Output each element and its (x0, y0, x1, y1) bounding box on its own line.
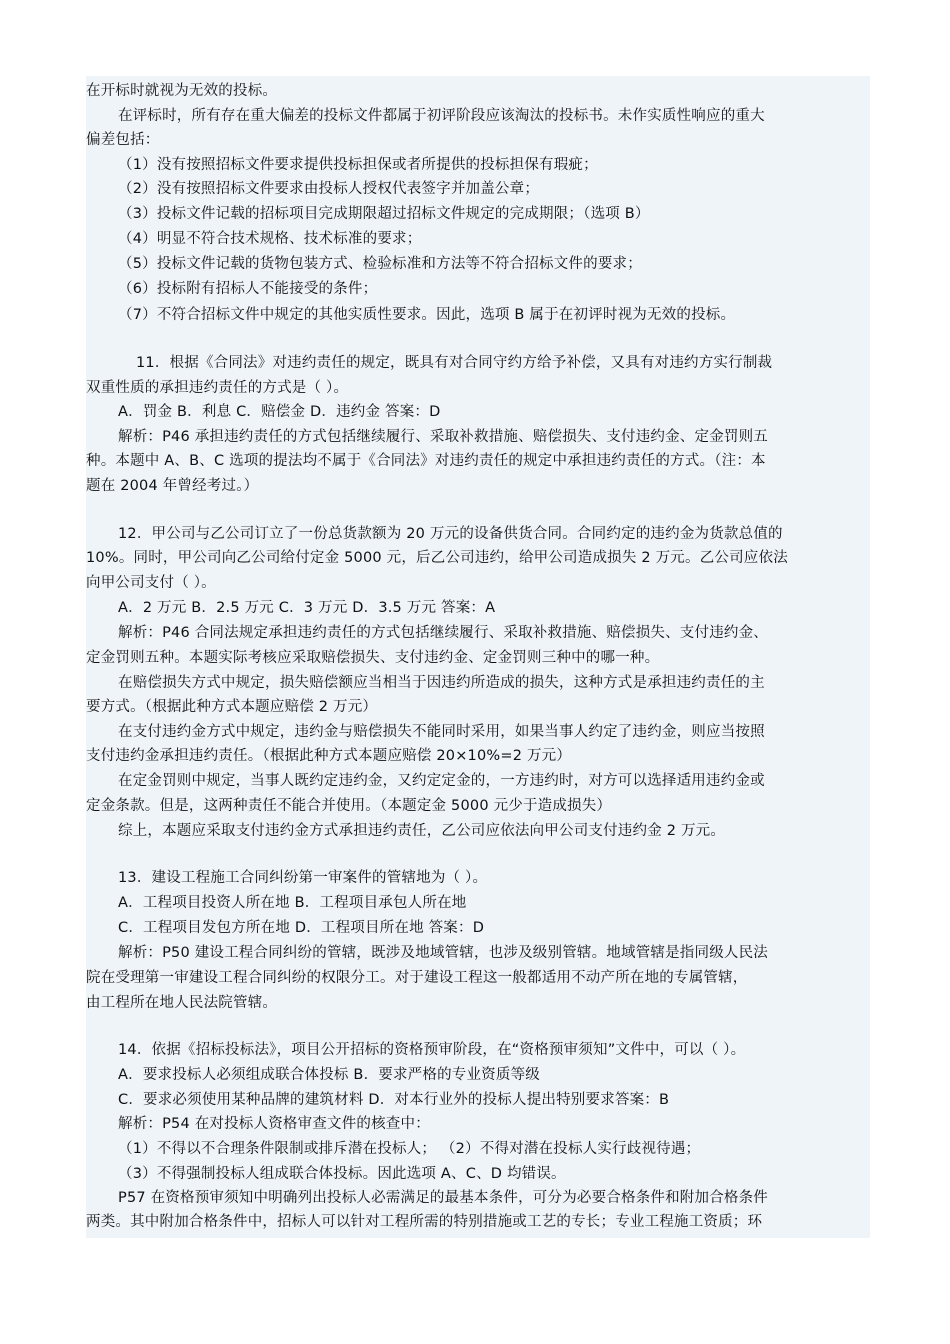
text-line: （3）投标文件记载的招标项目完成期限超过招标文件规定的完成期限；（选项 B） (118, 206, 650, 222)
text-line: （1）没有按照招标文件要求提供投标担保或者所提供的投标担保有瑕疵； (118, 157, 598, 173)
text-line: 院在受理第一审建设工程合同纠纷的权限分工。对于建设工程这一般都适用不动产所在地的专属管辖， (86, 970, 748, 986)
text-line: 向甲公司支付（ ）。 (86, 575, 216, 591)
text-line: 种。本题中 A、B、C 选项的提法均不属于《合同法》对违约责任的规定中承担违约责任的方式。（注：本 (86, 453, 766, 469)
answer-options: A．要求投标人必须组成联合体投标 B．要求严格的专业资质等级 (118, 1067, 540, 1083)
document-page (86, 76, 870, 1238)
answer-options: A．罚金 B．利息 C．赔偿金 D．违约金 答案：D (118, 404, 441, 420)
answer-options: C．工程项目发包方所在地 D．工程项目所在地 答案：D (118, 920, 485, 936)
text-line: 在开标时就视为无效的投标。 (86, 83, 278, 99)
text-line: （4）明显不符合技术规格、技术标准的要求； (118, 231, 422, 247)
answer-options: C．要求必须使用某种品牌的建筑材料 D．对本行业外的投标人提出特别要求答案：B (118, 1092, 670, 1108)
answer-options: A．工程项目投资人所在地 B．工程项目承包人所在地 (118, 895, 467, 911)
text-line: 综上，本题应采取支付违约金方式承担违约责任，乙公司应依法向甲公司支付违约金 2 万元。 (118, 823, 726, 839)
text-line: 由工程所在地人民法院管辖。 (86, 995, 278, 1011)
text-line: 定金罚则五种。本题实际考核应采取赔偿损失、支付违约金、定金罚则三种中的哪一种。 (86, 650, 660, 666)
question-14: 14．依据《招标投标法》，项目公开招标的资格预审阶段，在“资格预审须知”文件中，可以（ ）。 (118, 1042, 746, 1058)
text-line: 要方式。（根据此种方式本题应赔偿 2 万元） (86, 699, 378, 715)
text-line: （7）不符合招标文件中规定的其他实质性要求。因此，选项 B 属于在初评时视为无效的投标。 (118, 307, 736, 323)
text-line: 在评标时，所有存在重大偏差的投标文件都属于初评阶段应该淘汰的投标书。未作实质性响应的重大 (118, 108, 765, 124)
text-line: 解析：P54 在对投标人资格审查文件的核查中： (118, 1116, 430, 1132)
text-line: （6）投标附有招标人不能接受的条件； (118, 281, 378, 297)
answer-options: A．2 万元 B．2.5 万元 C．3 万元 D．3.5 万元 答案：A (118, 600, 496, 616)
text-line: 两类。其中附加合格条件中，招标人可以针对工程所需的特别措施或工艺的专长；专业工程施工资质；环 (86, 1214, 763, 1230)
text-line: （2）没有按照招标文件要求由投标人授权代表签字并加盖公章； (118, 181, 540, 197)
text-line: 题在 2004 年曾经考过。） (86, 478, 259, 494)
text-line: 在定金罚则中规定，当事人既约定违约金，又约定定金的，一方违约时，对方可以选择适用违约金或 (118, 773, 765, 789)
text-line: （5）投标文件记载的货物包装方式、检验标准和方法等不符合招标文件的要求； (118, 256, 642, 272)
question-11: 11．根据《合同法》对违约责任的规定，既具有对合同守约方给予补偿，又具有对违约方实行制裁 (136, 355, 773, 371)
text-line: 10%。同时，甲公司向乙公司给付定金 5000 元，后乙公司违约，给甲公司造成损失 2 万元。乙公司应依法 (86, 550, 788, 566)
text-line: （1）不得以不合理条件限制或排斥潜在投标人； （2）不得对潜在投标人实行歧视待遇； (118, 1141, 701, 1157)
question-13: 13．建设工程施工合同纠纷第一审案件的管辖地为（ ）。 (118, 870, 488, 886)
text-line: （3）不得强制投标人组成联合体投标。因此选项 A、C、D 均错误。 (118, 1166, 566, 1182)
text-line: 解析：P46 承担违约责任的方式包括继续履行、采取补救措施、赔偿损失、支付违约金、定金罚则五 (118, 429, 768, 445)
text-line: 在支付违约金方式中规定，违约金与赔偿损失不能同时采用，如果当事人约定了违约金，则应当按照 (118, 724, 765, 740)
text-line: 解析：P50 建设工程合同纠纷的管辖，既涉及地域管辖，也涉及级别管辖。地域管辖是指同级人民法 (118, 945, 768, 961)
question-12: 12．甲公司与乙公司订立了一份总货款额为 20 万元的设备供货合同。合同约定的违约金为货款总值的 (118, 526, 783, 542)
text-line: 双重性质的承担违约责任的方式是（ ）。 (86, 380, 349, 396)
text-line: P57 在资格预审须知中明确列出投标人必需满足的最基本条件，可分为必要合格条件和附加合格条件 (118, 1190, 768, 1206)
text-line: 支付违约金承担违约责任。（根据此种方式本题应赔偿 20×10%=2 万元） (86, 748, 572, 764)
text-line: 定金条款。但是，这两种责任不能合并使用。（本题定金 5000 元少于造成损失） (86, 798, 612, 814)
text-line: 解析：P46 合同法规定承担违约责任的方式包括继续履行、采取补救措施、赔偿损失、支付违约金、 (118, 625, 768, 641)
text-line: 在赔偿损失方式中规定，损失赔偿额应当相当于因违约所造成的损失，这种方式是承担违约责任的主 (118, 675, 765, 691)
text-line: 偏差包括： (86, 132, 160, 148)
